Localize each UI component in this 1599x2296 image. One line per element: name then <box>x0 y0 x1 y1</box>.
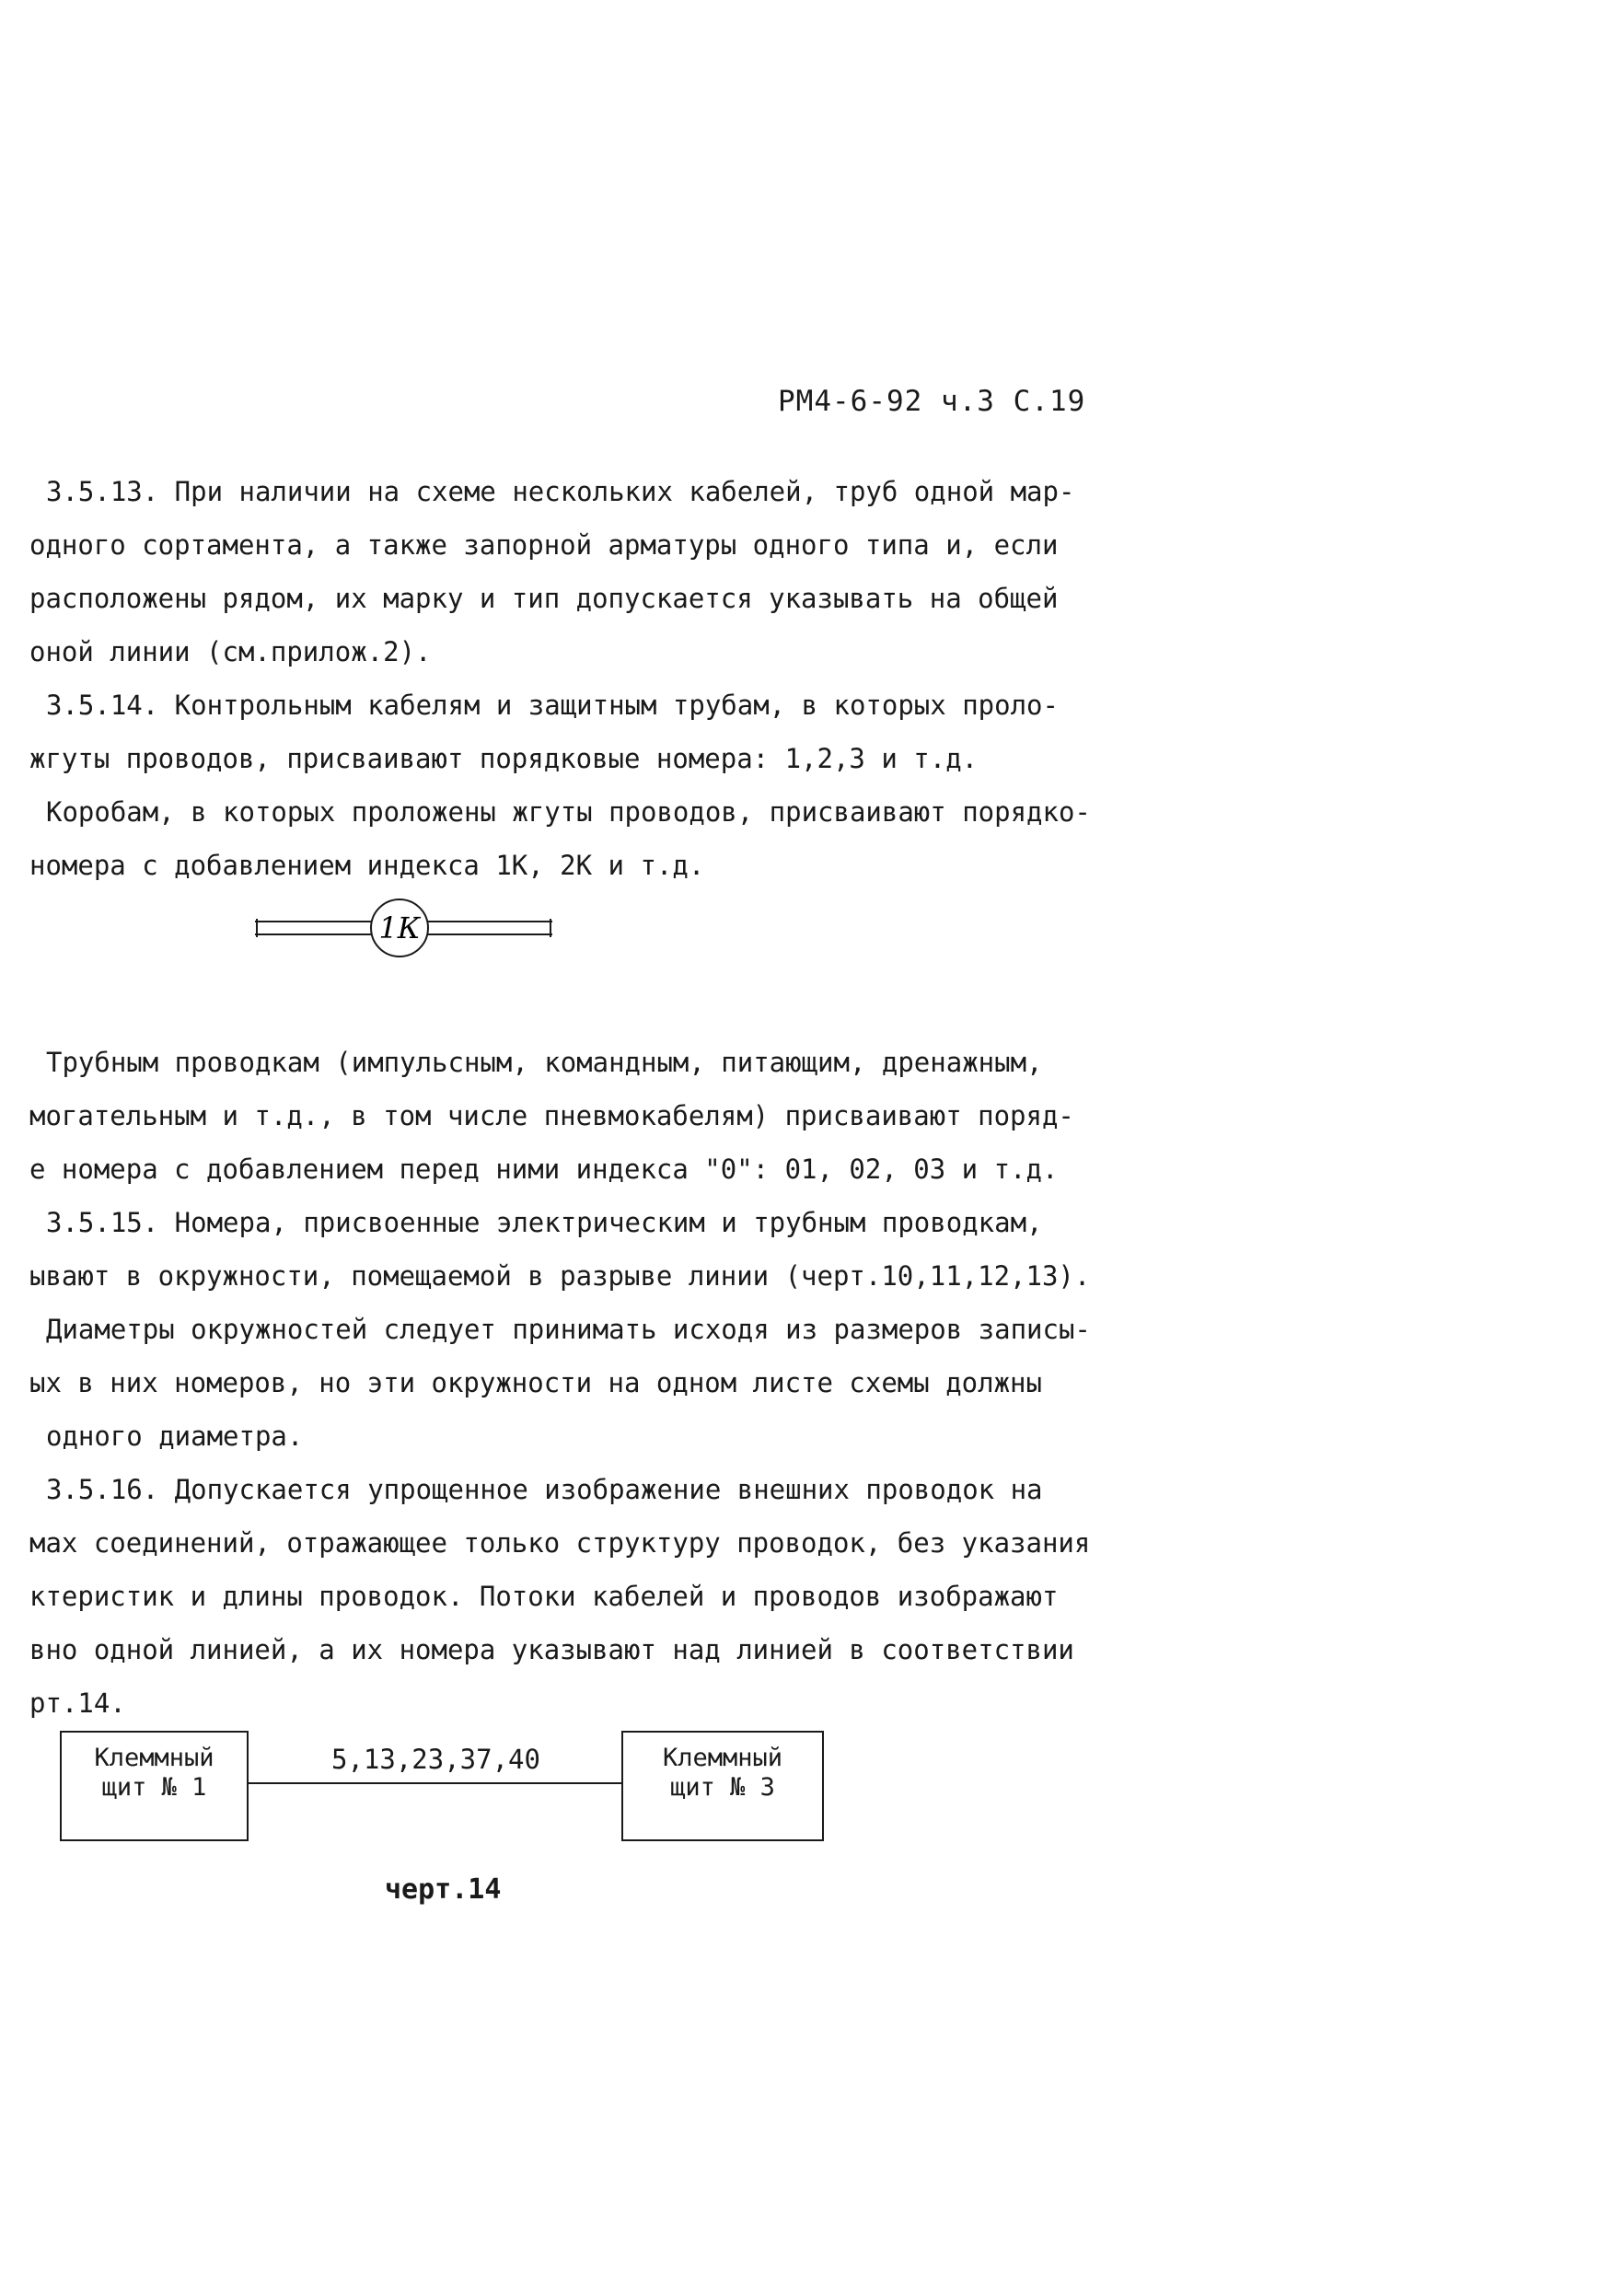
terminal-panel-3-box <box>621 1731 824 1841</box>
figure-caption: черт.14 <box>385 1873 502 1906</box>
text-line: Трубным проводкам (импульсным, командным, питающим, дренажным, <box>46 1047 1043 1078</box>
text-line: е номера с добавлением перед ними индекса "0": 01, 02, 03 и т.д. <box>29 1154 1059 1185</box>
box-label-line1: Клеммный <box>94 1744 214 1772</box>
text-line: одного диаметра. <box>46 1421 304 1452</box>
text-block-section-3-5-14-16 <box>29 1036 1097 1730</box>
text-line: 3.5.13. При наличии на схеме нескольких кабелей, труб одной мар- <box>46 476 1075 507</box>
text-line: 3.5.14. Контрольным кабелям и защитным трубам, в которых проло- <box>46 690 1059 721</box>
text-line: ывают в окружности, помещаемой в разрыве линии (черт.10,11,12,13). <box>29 1260 1091 1292</box>
text-line: 3.5.15. Номера, присвоенные электрическим и трубным проводкам, <box>46 1207 1043 1238</box>
text-line: могательным и т.д., в том числе пневмокабелям) присваивают поряд- <box>29 1100 1074 1131</box>
box-label-line2: щит № 1 <box>101 1773 207 1802</box>
connection-line <box>249 1782 621 1784</box>
text-line: Диаметры окружностей следует принимать исходя из размеров записы- <box>46 1314 1091 1345</box>
text-line: номера с добавлением индекса 1К, 2К и т.д. <box>29 850 705 881</box>
figure-1k-drawing <box>253 888 566 971</box>
text-line: рт.14. <box>29 1687 126 1719</box>
connection-numbers: 5,13,23,37,40 <box>331 1744 540 1775</box>
text-line: одного сортамента, а также запорной арматуры одного типа и, если <box>29 529 1059 561</box>
text-line: ктеристик и длины проводок. Потоки кабелей и проводов изображают <box>29 1581 1059 1612</box>
text-line: 3.5.16. Допускается упрощенное изображение внешних проводок на <box>46 1474 1043 1505</box>
text-line: вно одной линией, а их номера указывают над линией в соответствии <box>29 1634 1074 1665</box>
page-header: РМ4-6-92 ч.3 С.19 <box>778 385 1086 418</box>
box-label-line2: щит № 3 <box>670 1773 775 1802</box>
box-label-line1: Клеммный <box>662 1744 783 1772</box>
figure-1k-marker <box>253 888 566 971</box>
text-line: мах соединений, отражающее только структуру проводок, без указания <box>29 1527 1091 1559</box>
text-block-section-3-5-13 <box>29 465 1097 892</box>
text-line: Коробам, в которых проложены жгуты проводов, присваивают порядко- <box>46 796 1091 828</box>
text-line: ых в них номеров, но эти окружности на одном листе схемы должны <box>29 1367 1042 1398</box>
text-line: оной линии (см.прилож.2). <box>29 636 432 667</box>
figure-14-diagram <box>60 1731 842 1850</box>
terminal-panel-1-box <box>60 1731 249 1841</box>
text-line: расположены рядом, их марку и тип допускается указывать на общей <box>29 583 1059 614</box>
circle-label: 1К <box>378 910 421 945</box>
text-line: жгуты проводов, присваивают порядковые номера: 1,2,3 и т.д. <box>29 743 979 774</box>
